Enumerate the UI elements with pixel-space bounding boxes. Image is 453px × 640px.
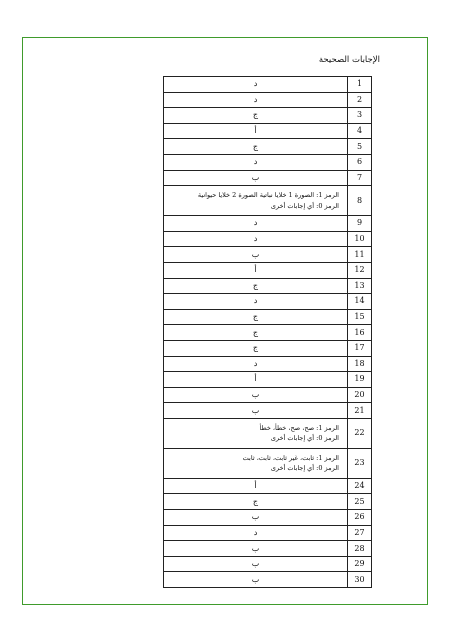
question-number: 2	[348, 92, 372, 108]
answer-letter: ب	[164, 170, 348, 186]
table-row	[164, 510, 372, 526]
question-number: 3	[348, 108, 372, 124]
answer-scoring-cell	[164, 186, 348, 216]
answer-letter: ج	[164, 278, 348, 294]
table-row	[164, 294, 372, 310]
question-number: 26	[348, 510, 372, 526]
table-row	[164, 356, 372, 372]
table-row	[164, 92, 372, 108]
table-row	[164, 325, 372, 341]
question-number: 1	[348, 77, 372, 93]
scoring-line: الرمز 1: الصورة 1 خلايا نباتية الصورة 2 خلايا حيوانية	[197, 191, 339, 200]
answer-letter: د	[164, 525, 348, 541]
table-row	[164, 494, 372, 510]
question-number: 8	[348, 186, 372, 216]
question-number: 11	[348, 247, 372, 263]
table-row	[164, 139, 372, 155]
page-title: الإجابات الصحيحة	[318, 55, 380, 65]
answer-letter: ب	[164, 387, 348, 403]
question-number: 14	[348, 294, 372, 310]
table-row	[164, 403, 372, 419]
question-number: 16	[348, 325, 372, 341]
question-number: 15	[348, 309, 372, 325]
answer-letter: أ	[164, 372, 348, 388]
answer-letter: د	[164, 92, 348, 108]
table-row	[164, 572, 372, 588]
answer-key-table	[163, 76, 372, 588]
answer-letter: ج	[164, 325, 348, 341]
answer-letter: د	[164, 216, 348, 232]
table-row	[164, 262, 372, 278]
table-row	[164, 278, 372, 294]
scoring-line: الرمز 0: أي إجابات أخرى	[270, 464, 339, 473]
table-row	[164, 340, 372, 356]
answer-letter: أ	[164, 262, 348, 278]
answer-letter: ج	[164, 494, 348, 510]
table-row	[164, 77, 372, 93]
table-row	[164, 186, 372, 216]
answer-letter: ب	[164, 403, 348, 419]
question-number: 19	[348, 372, 372, 388]
question-number: 20	[348, 387, 372, 403]
table-row	[164, 541, 372, 557]
table-row	[164, 525, 372, 541]
question-number: 18	[348, 356, 372, 372]
table-row	[164, 231, 372, 247]
question-number: 12	[348, 262, 372, 278]
question-number: 24	[348, 478, 372, 494]
answer-letter: د	[164, 77, 348, 93]
answer-letter: ج	[164, 309, 348, 325]
table-row	[164, 247, 372, 263]
answer-letter: د	[164, 231, 348, 247]
answer-letter: د	[164, 294, 348, 310]
question-number: 7	[348, 170, 372, 186]
table-row	[164, 448, 372, 478]
answer-scoring-cell	[164, 418, 348, 448]
answer-letter: ب	[164, 510, 348, 526]
question-number: 27	[348, 525, 372, 541]
answer-letter: د	[164, 356, 348, 372]
table-row	[164, 154, 372, 170]
question-number: 25	[348, 494, 372, 510]
table-row	[164, 108, 372, 124]
scoring-line: الرمز 0: أي إجابات أخرى	[270, 434, 339, 443]
scoring-line: الرمز 1: صح، صح، خطأ، خطأ	[259, 423, 339, 432]
question-number: 30	[348, 572, 372, 588]
question-number: 9	[348, 216, 372, 232]
question-number: 22	[348, 418, 372, 448]
question-number: 4	[348, 123, 372, 139]
scoring-line: الرمز 0: أي إجابات أخرى	[270, 201, 339, 210]
table-row	[164, 170, 372, 186]
table-row	[164, 418, 372, 448]
answer-letter: ج	[164, 108, 348, 124]
table-row	[164, 556, 372, 572]
scoring-line: الرمز 1: ثابت، غير ثابت، ثابت، ثابت	[242, 453, 339, 462]
answer-letter: أ	[164, 123, 348, 139]
answer-letter: د	[164, 154, 348, 170]
answer-letter: ب	[164, 541, 348, 557]
answer-letter: ب	[164, 556, 348, 572]
answer-letter: أ	[164, 478, 348, 494]
table-row	[164, 309, 372, 325]
answer-scoring-cell	[164, 448, 348, 478]
answer-key-body	[164, 77, 372, 588]
table-row	[164, 372, 372, 388]
answer-letter: ب	[164, 572, 348, 588]
question-number: 13	[348, 278, 372, 294]
table-row	[164, 387, 372, 403]
answer-letter: ج	[164, 340, 348, 356]
answer-letter: ج	[164, 139, 348, 155]
table-row	[164, 478, 372, 494]
question-number: 17	[348, 340, 372, 356]
question-number: 28	[348, 541, 372, 557]
question-number: 6	[348, 154, 372, 170]
table-row	[164, 216, 372, 232]
question-number: 10	[348, 231, 372, 247]
answer-letter: ب	[164, 247, 348, 263]
question-number: 21	[348, 403, 372, 419]
question-number: 29	[348, 556, 372, 572]
question-number: 23	[348, 448, 372, 478]
table-row	[164, 123, 372, 139]
question-number: 5	[348, 139, 372, 155]
